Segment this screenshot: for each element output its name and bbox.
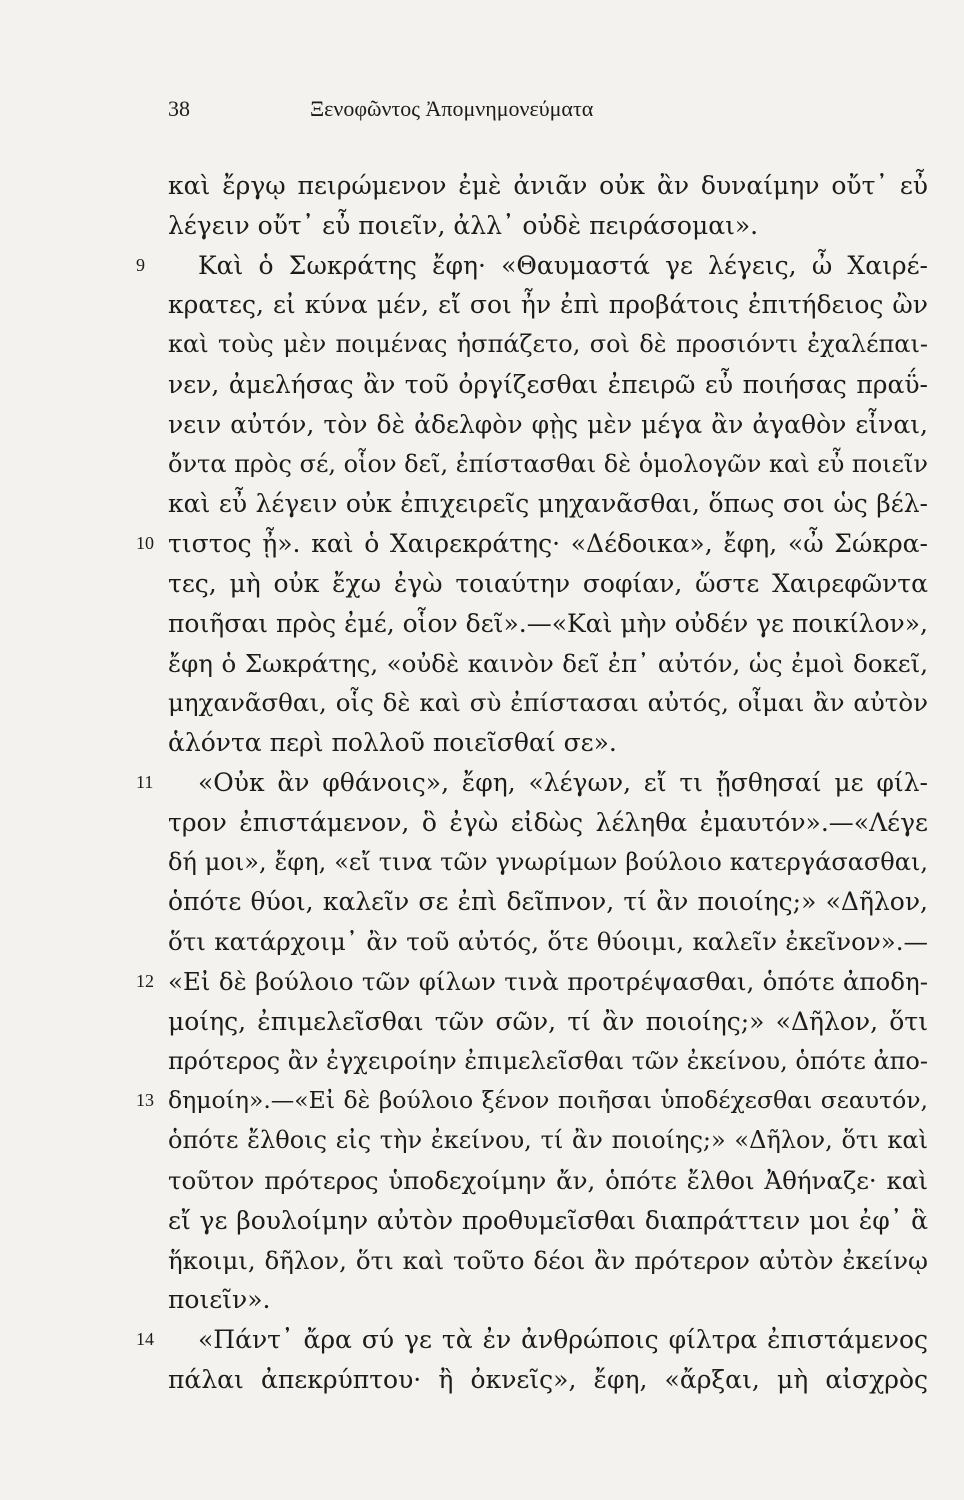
line-text: εἴ γε βουλοίμην αὐτὸν προθυμεῖσθαι διαπράττειν μοι ἐφ᾿ ἃ xyxy=(168,1205,928,1235)
text-line xyxy=(168,1280,928,1320)
line-text: τοῦτον πρότερος ὑποδεχοίμην ἄν, ὁπότε ἔλθοι Ἀθήναζε· καὶ xyxy=(168,1165,928,1195)
text-line xyxy=(168,206,928,246)
section-number: 13 xyxy=(136,1090,154,1111)
text-line xyxy=(168,405,928,445)
line-text: δημοίη».—«Εἰ δὲ βούλοιο ξένον ποιῆσαι ὑποδέχεσθαι σεαυτόν, xyxy=(168,1086,928,1115)
text-line xyxy=(168,604,928,644)
line-text: Καὶ ὁ Σωκράτης ἔφη· «Θαυμαστά γε λέγεις, ὦ Χαιρέ- xyxy=(198,250,928,280)
line-text: ἔφη ὁ Σωκράτης, «οὐδὲ καινὸν δεῖ ἐπ᾿ αὐτόν, ὡς ἐμοὶ δοκεῖ, xyxy=(168,648,928,678)
text-line xyxy=(168,1002,928,1042)
section-number: 14 xyxy=(136,1329,154,1350)
text-line xyxy=(168,285,928,325)
line-text: ὁπότε θύοι, καλεῖν σε ἐπὶ δεῖπνον, τί ἂν ποιοίης;» «Δῆλον, xyxy=(168,887,928,917)
text-line xyxy=(136,246,928,286)
line-text: λέγειν οὔτ᾿ εὖ ποιεῖν, ἀλλ᾿ οὐδὲ πειράσομαι». xyxy=(168,210,759,240)
text-line xyxy=(168,922,928,962)
line-text: μηχανᾶσθαι, οἷς δὲ καὶ σὺ ἐπίστασαι αὐτός, οἶμαι ἂν αὐτὸν xyxy=(168,688,928,718)
line-text: πρότερος ἂν ἐγχειροίην ἐπιμελεῖσθαι τῶν ἐκείνου, ὁπότε ἀπο- xyxy=(168,1046,928,1075)
text-line xyxy=(136,1081,928,1121)
text-line xyxy=(168,325,928,365)
line-text: νειν αὐτόν, τὸν δὲ ἀδελφὸν φῂς μὲν μέγα ἂν ἀγαθὸν εἶναι, xyxy=(168,409,928,439)
line-text: τιστος ᾖ». καὶ ὁ Χαιρεκράτης· «Δέδοικα», ἔφη, «ὦ Σώκρα- xyxy=(168,529,928,559)
section-number: 11 xyxy=(136,771,154,792)
text-line xyxy=(168,445,928,485)
section-number: 12 xyxy=(136,970,154,991)
text-line xyxy=(136,1320,928,1360)
line-text: ὅτι κατάρχοιμ᾿ ἂν τοῦ αὐτός, ὅτε θύοιμι, καλεῖν ἐκεῖνον».— xyxy=(168,927,928,957)
text-line xyxy=(168,1121,928,1161)
line-text: ἁλόντα περὶ πολλοῦ ποιεῖσθαί σε». xyxy=(168,728,617,758)
main-text xyxy=(136,166,928,1400)
running-title: Ξενοφῶντος Ἀπομνημονεύματα xyxy=(310,96,594,121)
text-line xyxy=(168,644,928,684)
line-text: ὄντα πρὸς σέ, οἷον δεῖ, ἐπίστασθαι δὲ ὁμολογῶν καὶ εὖ ποιεῖν xyxy=(168,449,928,478)
line-text: ποιεῖν». xyxy=(168,1285,271,1315)
text-line xyxy=(168,1161,928,1201)
line-text: νεν, ἀμελήσας ἂν τοῦ ὀργίζεσθαι ἐπειρῶ εὖ ποιήσας πραΰ- xyxy=(168,369,928,399)
text-line xyxy=(168,723,928,763)
page-header xyxy=(168,96,728,136)
text-line xyxy=(168,564,928,604)
line-text: ποιῆσαι πρὸς ἐμέ, οἷον δεῖ».—«Καὶ μὴν οὐδέν γε ποικίλον», xyxy=(168,608,928,638)
text-line xyxy=(168,1042,928,1082)
line-text: καὶ ἔργῳ πειρώμενον ἐμὲ ἀνιᾶν οὐκ ἂν δυναίμην οὔτ᾿ εὖ xyxy=(168,171,928,200)
section-number: 10 xyxy=(136,533,154,554)
text-line xyxy=(168,1360,928,1400)
text-line xyxy=(168,484,928,524)
line-text: κρατες, εἰ κύνα μέν, εἴ σοι ἦν ἐπὶ προβάτοις ἐπιτήδειος ὢν xyxy=(168,290,928,320)
line-text: πάλαι ἀπεκρύπτου· ἢ ὀκνεῖς», ἔφη, «ἄρξαι, μὴ αἰσχρὸς xyxy=(168,1364,928,1394)
text-line xyxy=(168,683,928,723)
line-text: καὶ τοὺς μὲν ποιμένας ἠσπάζετο, σοὶ δὲ προσιόντι ἐχαλέπαι- xyxy=(168,330,928,359)
line-text: τες, μὴ οὐκ ἔχω ἐγὼ τοιαύτην σοφίαν, ὥστε Χαιρεφῶντα xyxy=(168,568,928,598)
text-line xyxy=(168,1201,928,1241)
line-text: δή μοι», ἔφη, «εἴ τινα τῶν γνωρίμων βούλοιο κατεργάσασθαι, xyxy=(168,847,928,876)
page-number: 38 xyxy=(168,96,190,121)
text-line xyxy=(136,763,928,803)
text-line xyxy=(136,962,928,1002)
text-line xyxy=(168,803,928,843)
line-text: τρον ἐπιστάμενον, ὃ ἐγὼ εἰδὼς λέληθα ἐμαυτόν».—«Λέγε xyxy=(168,807,928,837)
line-text: ὁπότε ἔλθοις εἰς τὴν ἐκείνου, τί ἂν ποιοίης;» «Δῆλον, ὅτι καὶ xyxy=(168,1126,928,1155)
line-text: ἥκοιμι, δῆλον, ὅτι καὶ τοῦτο δέοι ἂν πρότερον αὐτὸν ἐκείνῳ xyxy=(168,1245,928,1275)
text-line xyxy=(168,843,928,883)
section-number: 9 xyxy=(136,254,145,275)
text-line xyxy=(168,1241,928,1281)
text-line xyxy=(168,166,928,206)
line-text: «Οὐκ ἂν φθάνοις», ἔφη, «λέγων, εἴ τι ᾔσθησαί με φίλ- xyxy=(198,767,928,797)
line-text: «Πάντ᾿ ἄρα σύ γε τὰ ἐν ἀνθρώποις φίλτρα ἐπιστάμενος xyxy=(198,1325,928,1355)
text-line xyxy=(168,365,928,405)
text-line xyxy=(136,524,928,564)
line-text: καὶ εὖ λέγειν οὐκ ἐπιχειρεῖς μηχανᾶσθαι, ὅπως σοι ὡς βέλ- xyxy=(168,489,928,519)
line-text: μοίης, ἐπιμελεῖσθαι τῶν σῶν, τί ἂν ποιοίης;» «Δῆλον, ὅτι xyxy=(168,1006,928,1036)
line-text: «Εἰ δὲ βούλοιο τῶν φίλων τινὰ προτρέψασθαι, ὁπότε ἀποδη- xyxy=(168,966,928,996)
text-line xyxy=(168,882,928,922)
